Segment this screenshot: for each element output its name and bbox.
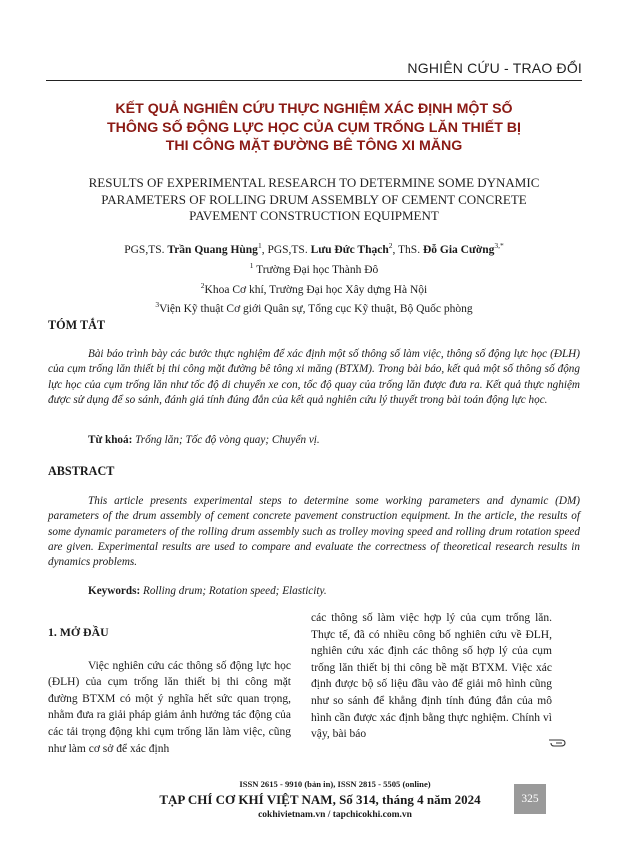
title-vn-line: THI CÔNG MẶT ĐƯỜNG BÊ TÔNG XI MĂNG [165, 138, 463, 154]
tomtat-heading: TÓM TẮT [48, 318, 105, 332]
tomtat-keywords [88, 434, 580, 446]
author-2-name: Lưu Đức Thạch [310, 243, 389, 256]
section-label: NGHIÊN CỨU - TRAO ĐỔI [407, 60, 582, 76]
journal-name: TẠP CHÍ CƠ KHÍ VIỆT NAM, Số 314, tháng 4 năm 2024 [159, 792, 481, 807]
journal-website: cokhivietnam.vn / tapchicokhi.com.vn [258, 810, 412, 820]
affiliation-1 [40, 258, 588, 278]
author-block [40, 238, 588, 317]
issn-line: ISSN 2615 - 9910 (bản in), ISSN 2815 - 5505 (online) [239, 779, 431, 789]
aff-3-sup: 3 [155, 300, 160, 310]
affiliation-3 [40, 297, 588, 317]
aff-1-text: Trường Đại học Thành Đô [253, 263, 379, 276]
running-header [46, 58, 582, 81]
abstract-heading: ABSTRACT [48, 464, 115, 478]
title-english [60, 175, 568, 225]
title-en-line: RESULTS OF EXPERIMENTAL RESEARCH TO DETERMINE SOME DYNAMIC [88, 175, 540, 190]
aff-2-text: Khoa Cơ khí, Trường Đại học Xây dựng Hà Nội [204, 283, 428, 296]
author-line [40, 238, 588, 258]
aff-1-sup: 1 [249, 260, 254, 270]
aff-2-sup: 2 [200, 280, 205, 290]
kw-value: Trống lăn; Tốc độ vòng quay; Chuyển vị. [135, 434, 320, 446]
title-vietnamese [60, 100, 568, 156]
author-2-sup: 2 [388, 241, 393, 250]
intro-left-column [48, 610, 291, 757]
author-3-sup: 3,* [494, 241, 504, 250]
author-3-name: Đỗ Gia Cường [422, 243, 495, 256]
title-vn-line: KẾT QUẢ NGHIÊN CỨU THỰC NGHIỆM XÁC ĐỊNH MỘT SỐ [115, 101, 513, 117]
keywords-label: Keywords: [88, 585, 143, 597]
kw-label: Từ khoá: [88, 434, 136, 446]
page-number: 325 [514, 784, 546, 814]
aff-3-text: Viện Kỹ thuật Cơ giới Quân sự, Tổng cục Kỹ thuật, Bộ Quốc phòng [159, 303, 473, 316]
author-2-title: , PGS,TS. [261, 243, 311, 256]
affiliation-2 [40, 278, 588, 298]
title-vn-line: THÔNG SỐ ĐỘNG LỰC HỌC CỦA CỤM TRỐNG LĂN THIẾT BỊ [107, 119, 521, 136]
intro-right-column [311, 610, 552, 743]
title-en-line: PARAMETERS OF ROLLING DRUM ASSEMBLY OF CEMENT CONCRETE [101, 191, 527, 207]
abstract-keywords [88, 585, 580, 597]
keywords-value: Rolling drum; Rotation speed; Elasticity. [143, 585, 327, 597]
continue-hand-icon [548, 735, 568, 749]
intro-right-text: các thông số làm việc hợp lý của cụm trống lăn. Thực tế, đã có nhiều công bố nghiên cứu về ĐLH, nghiên cứu xác định các thông số hợp lý của cụm trống lăn thiết bị thi công bề mặt BTXM. Việc xác định được bộ số liệu đầu vào để giải mô hình cũng như so sánh để khẳng định tính đúng đắn của mô hình cần được xác định bằng thực nghiệm. Chính vì vậy, bài báo [311, 612, 552, 741]
intro-left-text: Việc nghiên cứu các thông số động lực học (ĐLH) của cụm trống lăn thiết bị thi công mặt đường BTXM có một ý nghĩa hết sức quan trọng, nhằm đưa ra giải pháp giảm ảnh hưởng tác động của các tải trọng động khi cụm trống lăn làm việc, cũng như làm cơ sở để xác định [48, 659, 291, 755]
abstract-body: This article presents experimental steps to determine some working parameters and dynamic (DM) parameters of the drum assembly of cement concrete pavement construction equipment. In the article, the results of some dynamic parameters of the rolling drum assembly such as trolley moving speed and rolling drum rotation speed are given. Experimental results are used to compare and evaluate the correctness of theoretical research results in dynamics problems. [48, 495, 580, 569]
intro-heading: 1. MỞ ĐẦU [48, 625, 109, 639]
author-1-name: Trần Quang Hùng [167, 243, 258, 256]
author-3-title: , ThS. [392, 243, 423, 256]
title-en-line: PAVEMENT CONSTRUCTION EQUIPMENT [189, 208, 439, 223]
tomtat-body: Bài báo trình bày các bước thực nghiệm để xác định một số thông số làm việc, thông số động lực học (ĐLH) của cụm trống lăn thiết bị thi công mặt đường bê tông xi măng (BTXM). Trong bài báo, kết quả một số thông số động lực học của cụm trống lăn như tốc độ di chuyển xe con, tốc độ quay của trống lăn được đưa ra. Kết quả thực nghiệm được sử dụng để so sánh, đánh giá tính đúng đắn của kết quả nghiên cứu lý thuyết trong bài toán động lực học. [48, 348, 580, 406]
author-1-sup: 1 [257, 241, 262, 250]
author-1-title: PGS,TS. [124, 243, 168, 256]
